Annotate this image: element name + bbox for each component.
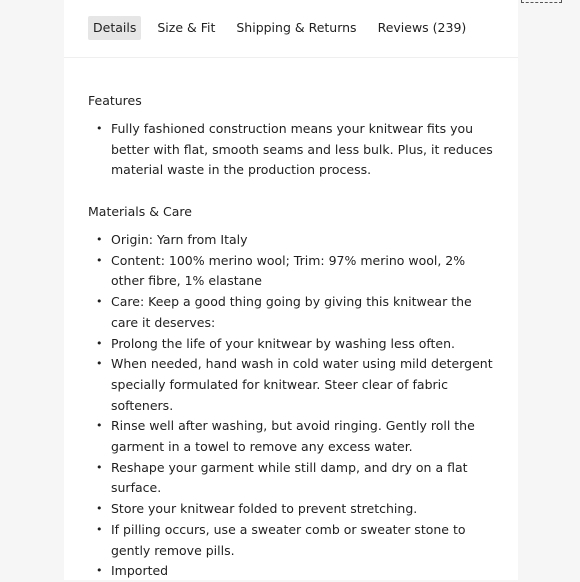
tab-bar	[88, 16, 482, 40]
tab-divider	[64, 57, 518, 58]
list-item: • When needed, hand wash in cold water using mild detergent specially formulated for knitwear. Steer clear of fabric softeners.	[88, 354, 494, 416]
list-item: • Rinse well after washing, but avoid ringing. Gently roll the garment in a towel to remove any excess water.	[88, 416, 494, 457]
list-item: • Prolong the life of your knitwear by washing less often.	[88, 334, 494, 355]
materials-care-list	[88, 230, 494, 582]
tab-size-fit[interactable]: Size & Fit	[157, 20, 216, 35]
list-item: • Content: 100% merino wool; Trim: 97% merino wool, 2% other fibre, 1% elastane	[88, 251, 494, 292]
list-item: • If pilling occurs, use a sweater comb or sweater stone to gently remove pills.	[88, 520, 494, 561]
list-item: • Imported	[88, 561, 494, 582]
product-details-panel	[64, 0, 518, 580]
list-item: • Origin: Yarn from Italy	[88, 230, 494, 251]
materials-care-heading: Materials & Care	[88, 204, 192, 219]
selection-outline	[521, 0, 562, 3]
list-item: • Reshape your garment while still damp, and dry on a flat surface.	[88, 458, 494, 499]
list-item: • Fully fashioned construction means your knitwear fits you better with flat, smooth seams and less bulk. Plus, it reduces material waste in the production process.	[88, 119, 494, 181]
features-heading: Features	[88, 93, 142, 108]
features-list	[88, 119, 494, 181]
list-item: • Store your knitwear folded to prevent stretching.	[88, 499, 494, 520]
tab-shipping-returns[interactable]: Shipping & Returns	[236, 20, 357, 35]
tab-details[interactable]: Details	[88, 16, 141, 40]
tab-reviews[interactable]: Reviews (239)	[377, 20, 467, 35]
list-item: • Care: Keep a good thing going by giving this knitwear the care it deserves:	[88, 292, 494, 333]
